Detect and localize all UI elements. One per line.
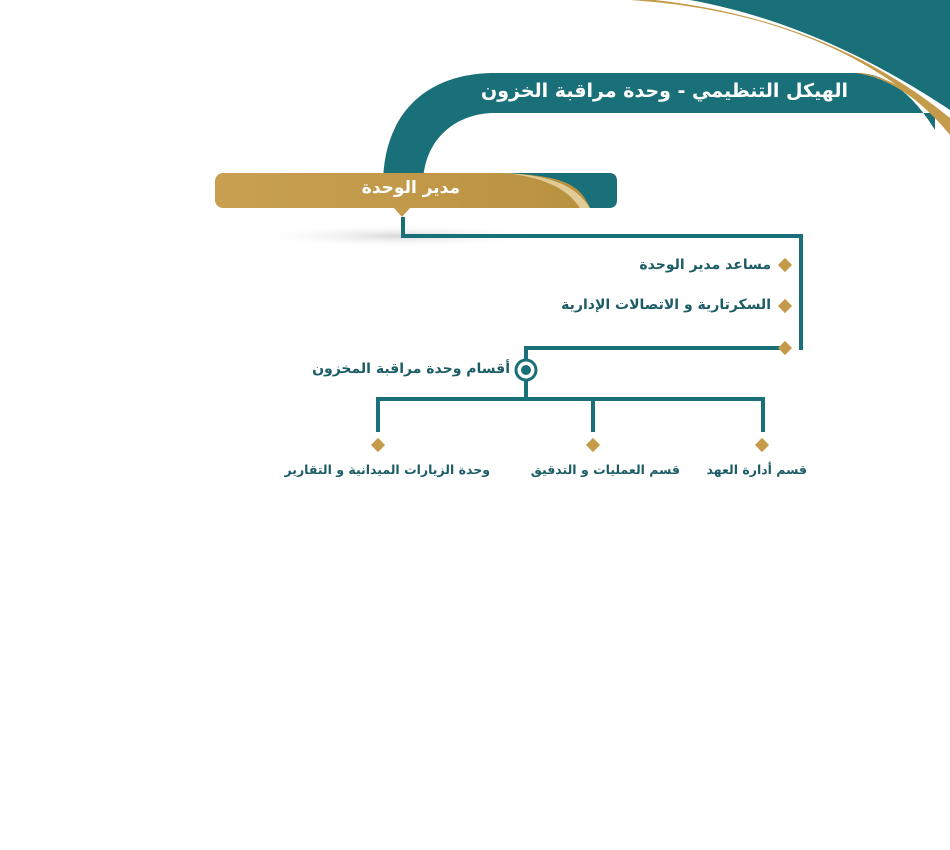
manager-label: مدير الوحدة	[361, 178, 460, 198]
dept-custody-management: قسم أدارة العهد	[706, 462, 807, 477]
secretariat-label: السكرتارية و الاتصالات الإدارية	[561, 297, 771, 313]
page-title: الهيكل التنظيمي - وحدة مراقبة الخزون	[481, 80, 848, 102]
bullet-diamond	[778, 299, 792, 313]
bullet-diamond	[371, 438, 385, 452]
divisions-node-icon	[516, 360, 536, 380]
bullet-diamond	[755, 438, 769, 452]
bullet-diamond	[586, 438, 600, 452]
assistant-manager-label: مساعد مدير الوحدة	[639, 257, 771, 273]
bullet-diamond	[778, 341, 792, 355]
connector-lines	[378, 217, 801, 432]
dept-operations-audit: قسم العمليات و التدقيق	[530, 462, 680, 477]
bullet-diamond	[778, 258, 792, 272]
dept-field-visits-reports: وحدة الزيارات الميدانية و التقارير	[284, 462, 490, 477]
divisions-label: أقسام وحدة مراقبة المخزون	[312, 361, 510, 377]
